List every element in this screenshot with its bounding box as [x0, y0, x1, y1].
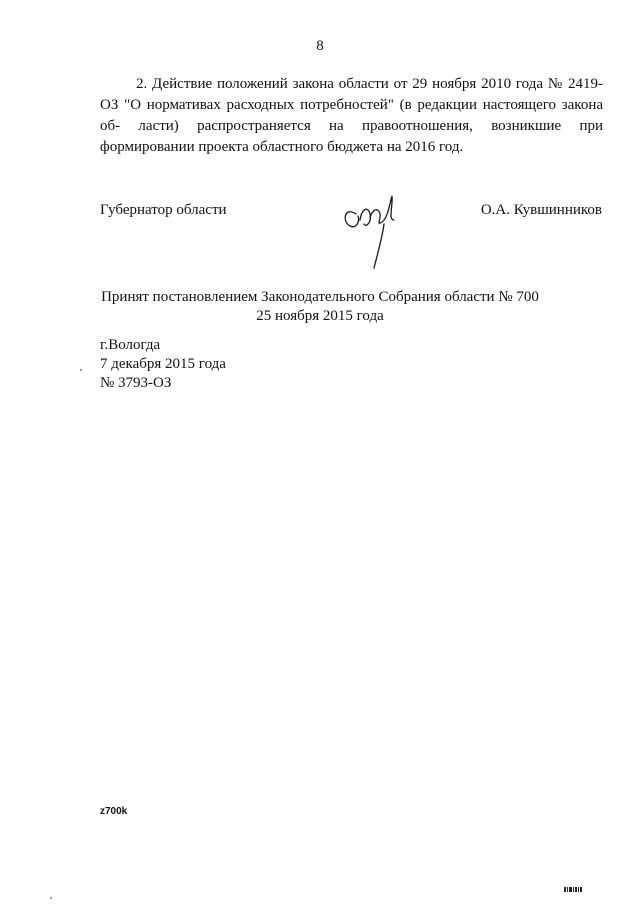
city: г.Вологда: [100, 337, 161, 353]
law-number: № 3793-ОЗ: [100, 375, 172, 391]
paragraph-line: "О нормативах расходных потребностей" (в редакции настоящего закона об-: [100, 97, 604, 134]
law-paragraph: [100, 74, 603, 158]
paragraph-line: 2. Действие положений закона области от 29 ноября 2010 года № 2419-ОЗ: [100, 76, 603, 113]
adoption-line: Принят постановлением Законодательного Собрания области № 700: [101, 289, 539, 305]
governor-title: Губернатор области: [100, 202, 227, 218]
adoption-note: [0, 288, 640, 326]
law-details: [100, 336, 226, 393]
page-number: 8: [316, 38, 324, 54]
scan-mark: [564, 887, 584, 892]
document-code: z700k: [100, 806, 128, 817]
adoption-date: 25 ноября 2015 года: [256, 308, 384, 324]
scan-speck: [50, 897, 52, 899]
paragraph-line: ласти) распространяется на правоотношения, возникшие при формировании: [100, 118, 604, 155]
governor-name: О.А. Кувшинников: [480, 202, 602, 218]
scan-speck: [80, 369, 82, 371]
paragraph-line: проекта областного бюджета на 2016 год.: [198, 139, 464, 155]
handwritten-signature: [336, 184, 406, 274]
signing-date: 7 декабря 2015 года: [100, 356, 226, 372]
